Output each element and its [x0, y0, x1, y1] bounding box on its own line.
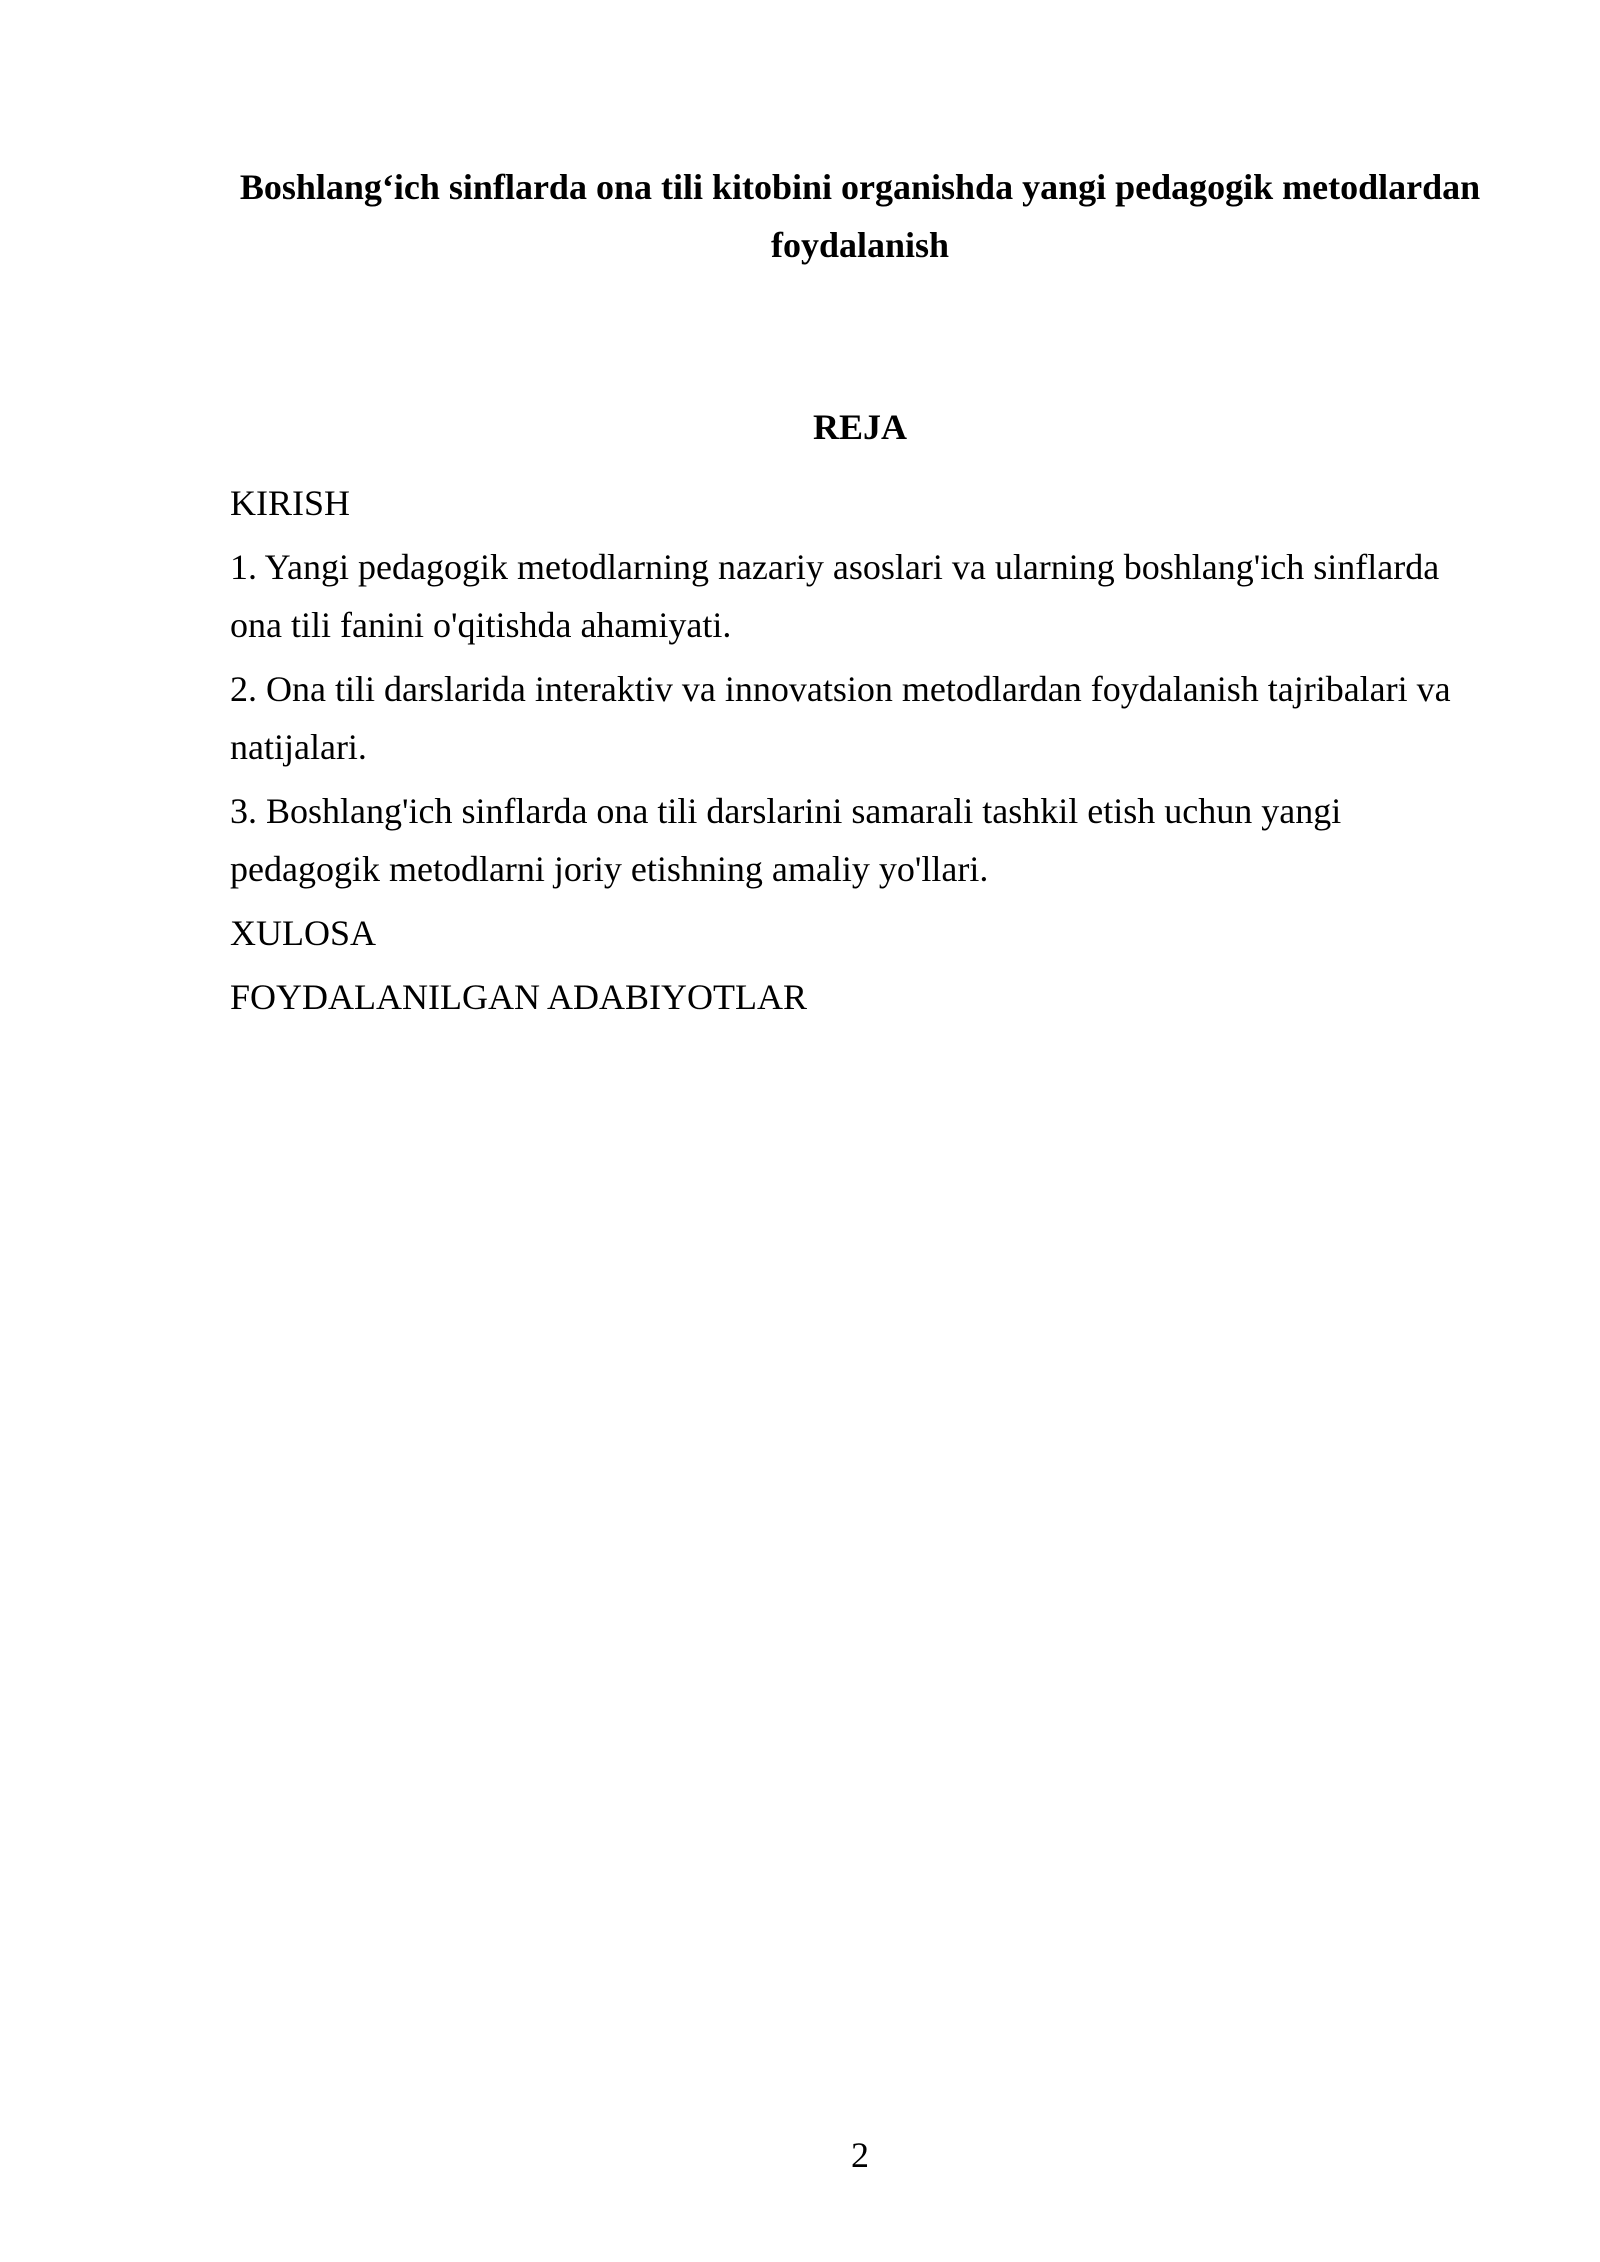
page-number: 2	[851, 2135, 869, 2175]
plan-item-2: 2. Ona tili darslarida interaktiv va innovatsion metodlardan foydalanish tajribalari va natijalari.	[230, 669, 1451, 767]
plan-heading: REJA	[812, 407, 907, 447]
plan-item-conclusion: XULOSA	[230, 913, 377, 953]
plan-item-3: 3. Boshlang'ich sinflarda ona tili darslarini samarali tashkil etish uchun yangi pedagogik metodlarni joriy etishning amaliy yo'llari.	[230, 791, 1342, 889]
document-title: Boshlang‘ich sinflarda ona tili kitobini organishda yangi pedagogik metodlardan foydalanish	[239, 167, 1481, 265]
plan-item-introduction: KIRISH	[230, 483, 351, 523]
plan-list	[230, 474, 1480, 1032]
plan-item-references: FOYDALANILGAN ADABIYOTLAR	[230, 977, 807, 1017]
plan-item-1: 1. Yangi pedagogik metodlarning nazariy asoslari va ularning boshlang'ich sinflarda ona tili fanini o'qitishda ahamiyati.	[230, 547, 1440, 645]
